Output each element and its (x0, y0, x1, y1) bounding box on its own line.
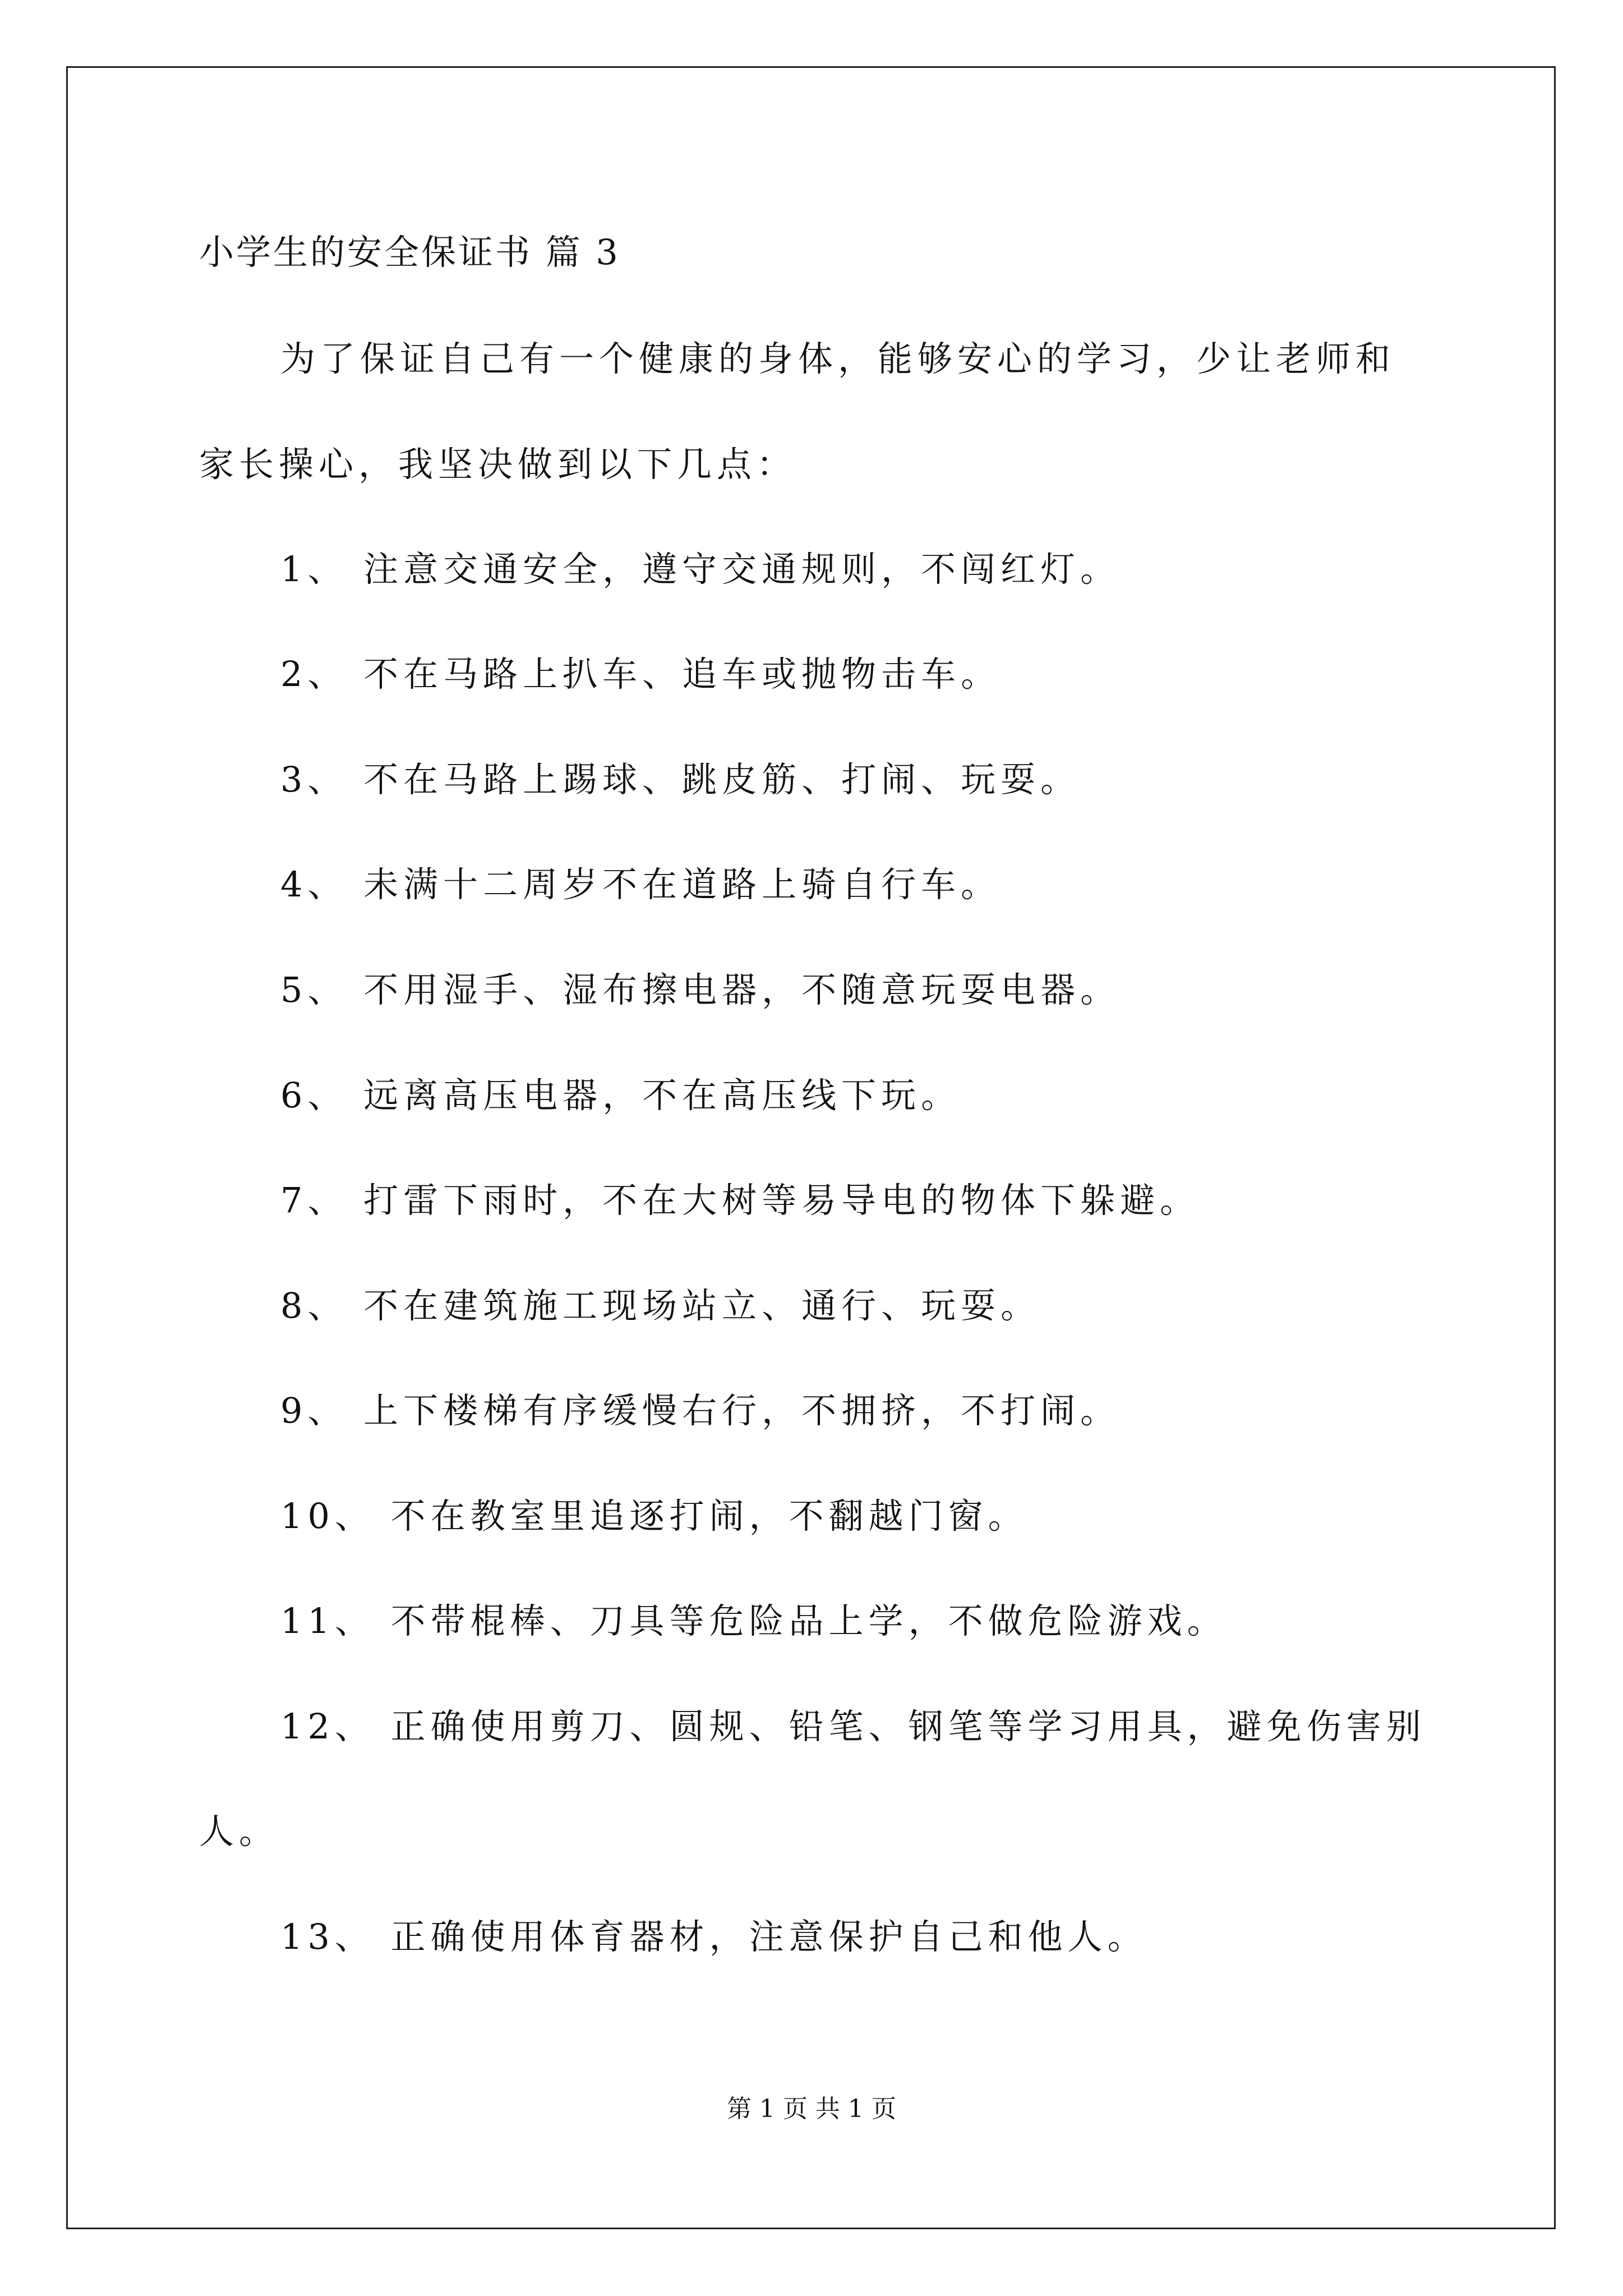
intro-line-2: 家长操心，我坚决做到以下几点： (199, 444, 797, 485)
page-footer: 第 1 页 共 1 页 (727, 2095, 896, 2123)
list-item: 11、 不带棍棒、刀具等危险品上学，不做危险游戏。 (280, 1600, 1227, 1641)
list-item: 6、 远离高压电器，不在高压线下玩。 (280, 1075, 961, 1116)
page-border (66, 66, 1556, 2229)
list-item: 7、 打雷下雨时，不在大树等易导电的物体下躲避。 (280, 1180, 1200, 1221)
list-item: 4、 未满十二周岁不在道路上骑自行车。 (280, 864, 1001, 905)
list-item: 13、 正确使用体育器材，注意保护自己和他人。 (280, 1916, 1147, 1957)
list-item: 8、 不在建筑施工现场站立、通行、玩耍。 (280, 1285, 1041, 1326)
list-item: 2、 不在马路上扒车、追车或抛物击车。 (280, 654, 1001, 694)
list-item-continuation: 人。 (199, 1811, 279, 1852)
list-item: 3、 不在马路上踢球、跳皮筋、打闹、玩耍。 (280, 759, 1081, 800)
list-item: 5、 不用湿手、湿布擦电器，不随意玩耍电器。 (280, 969, 1121, 1010)
list-item: 9、 上下楼梯有序缓慢右行，不拥挤，不打闹。 (280, 1390, 1121, 1431)
intro-line-1: 为了保证自己有一个健康的身体，能够安心的学习，少让老师和 (280, 338, 1396, 379)
document-title: 小学生的安全保证书 篇 3 (199, 232, 620, 273)
list-item: 10、 不在教室里追逐打闹，不翻越门窗。 (280, 1496, 1028, 1536)
list-item: 1、 注意交通安全，遵守交通规则，不闯红灯。 (280, 549, 1121, 590)
list-item: 12、 正确使用剪刀、圆规、铅笔、钢笔等学习用具，避免伤害别 (280, 1706, 1426, 1747)
